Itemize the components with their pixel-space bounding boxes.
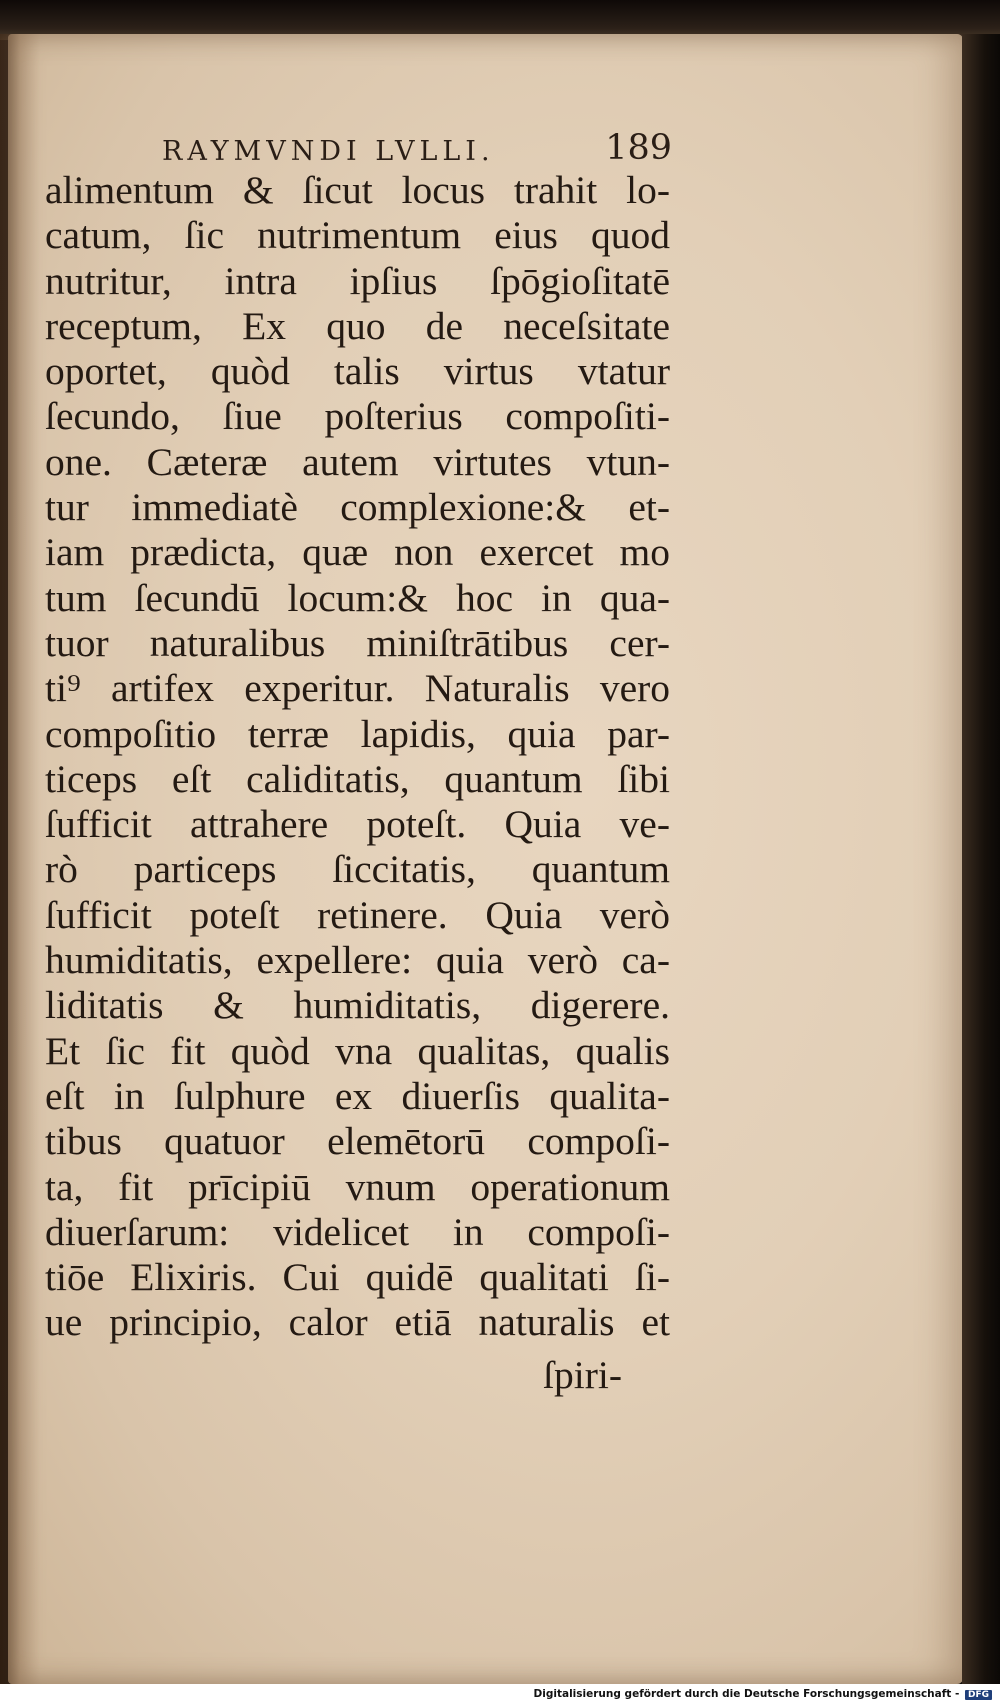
body-text: [45, 168, 670, 1346]
text-line: rò particeps ſiccitatis, quantum: [45, 847, 670, 892]
text-line: ticeps eſt caliditatis, quantum ſibi: [45, 756, 670, 801]
text-line: ſufficit poteſt retinere. Quia verò: [45, 892, 670, 937]
text-line: ti⁹ artifex experitur. Naturalis vero: [45, 666, 670, 711]
catchword: ſpiri-: [543, 1353, 622, 1397]
text-line: liditatis & humiditatis, digerere.: [45, 983, 670, 1028]
text-line: diuerſarum: videlicet in compoſi-: [45, 1209, 670, 1254]
binding-gutter: [0, 34, 40, 1684]
credit-text: Digitalisierung gefördert durch die Deutsche Forschungsgemeinschaft -: [533, 1688, 960, 1700]
text-line: one. Cæteræ autem virtutes vtun-: [45, 439, 670, 484]
running-head: RAYMVNDI LVLLI.: [162, 136, 495, 167]
text-line: ſufficit attrahere poteſt. Quia ve-: [45, 802, 670, 847]
text-line: tum ſecundū locum:& hoc in qua-: [45, 575, 670, 620]
page-header: [162, 128, 672, 172]
page-number: 189: [605, 128, 672, 168]
footer-band: [0, 1684, 1000, 1701]
text-line: catum, ſic nutrimentum eius quod: [45, 213, 670, 258]
dfg-logo-badge: DFG: [965, 1690, 992, 1700]
text-line: ſecundo, ſiue poſterius compoſiti-: [45, 394, 670, 439]
text-line: compoſitio terræ lapidis, quia par-: [45, 711, 670, 756]
text-line: nutritur, intra ipſius ſpōgioſitatē: [45, 258, 670, 303]
text-line: oportet, quòd talis virtus vtatur: [45, 349, 670, 394]
text-line: tibus quatuor elemētorū compoſi-: [45, 1119, 670, 1164]
page-edge-shadow: [962, 34, 1000, 1694]
text-line: ue principio, calor etiā naturalis et: [45, 1300, 670, 1345]
text-line: humiditatis, expellere: quia verò ca-: [45, 938, 670, 983]
digitization-credit: [534, 1688, 992, 1700]
text-line: receptum, Ex quo de neceſsitate: [45, 303, 670, 348]
text-line: Et ſic fit quòd vna qualitas, qualis: [45, 1028, 670, 1073]
text-line: iam prædicta, quæ non exercet mo: [45, 530, 670, 575]
text-line: tuor naturalibus miniſtrātibus cer-: [45, 620, 670, 665]
text-line: eſt in ſulphure ex diuerſis qualita-: [45, 1073, 670, 1118]
text-line: alimentum & ſicut locus trahit lo-: [45, 168, 670, 212]
text-line: tiōe Elixiris. Cui quidē qualitati ſi-: [45, 1255, 670, 1300]
text-line: tur immediatè complexione:& et-: [45, 485, 670, 530]
text-line: ta, fit prīcipiū vnum operationum: [45, 1164, 670, 1209]
